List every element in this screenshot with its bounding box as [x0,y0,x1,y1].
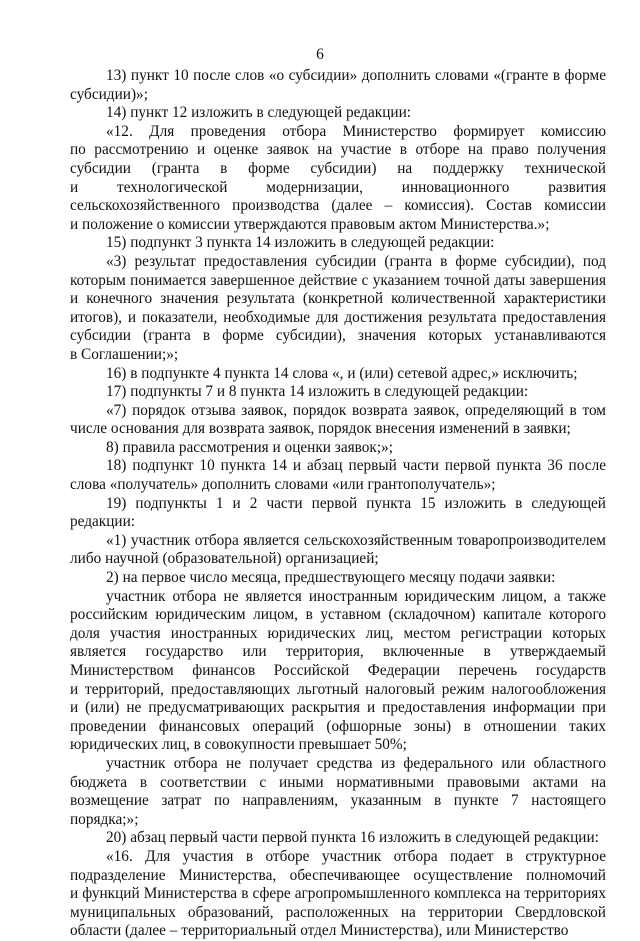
paragraph [70,457,606,494]
text-line: российским юридическим лицом, в уставном (складочном) капитале которого [70,606,606,624]
text-line: и положение о комиссии утверждаются правовым актом Министерства.»; [70,215,550,233]
paragraph [70,123,606,235]
text-line: 18) подпункт 10 пункта 14 и абзац первый части первой пункта 36 после [106,457,606,475]
paragraph [70,439,606,458]
text-line: по рассмотрению и оценке заявок на участие в отборе на право получения [70,141,606,159]
text-line: и территорий, предоставляющих льготный налоговый режим налогообложения [70,680,606,698]
text-line: юридических лиц, в совокупности превышает 50%; [70,736,407,754]
text-line: и технологической модернизации, инновационного развития [70,178,606,196]
paragraph [70,848,606,941]
text-line: субсидии)»; [70,85,148,103]
text-line: «7) порядок отзыва заявок, порядок возврата заявок, определяющий в том [106,401,606,419]
text-line: «12. Для проведения отбора Министерство формирует комиссию [106,122,606,140]
text-line: участник отбора не является иностранным юридическим лицом, а также [106,587,606,605]
text-line: субсидии (гранта в форме субсидии), значения которых устанавливаются [70,327,606,345]
text-line: участник отбора не получает средства из федерального или областного [106,754,606,772]
paragraph [70,67,606,104]
paragraph [70,588,606,755]
text-line: которым понимается завершенное действие с указанием точной даты завершения [70,271,606,289]
text-line: области (далее – территориальный отдел Министерства), или Министерство [70,922,569,940]
paragraph [70,253,606,365]
text-line: возмещение затрат по направлениям, указанным в пункте 7 настоящего порядка;»; [70,792,606,828]
text-line: слова «получатель» дополнить словами «или грантополучатель»; [70,476,496,494]
text-line: и (или) не предусматривающих раскрытия и предоставления информации при [70,699,606,717]
text-line: бюджета в соответствии с иными нормативными правовыми актами на [70,773,606,791]
text-line: сельскохозяйственного производства (далее – комиссия). Состав комиссии [70,197,606,215]
text-line: либо научной (образовательной) организацией; [70,550,379,568]
text-line: является государство или территория, включенные в утверждаемый [70,643,606,661]
text-line: 15) подпункт 3 пункта 14 изложить в следующей редакции: [106,234,495,252]
paragraph [70,234,606,253]
text-line: 13) пункт 10 после слов «о субсидии» дополнить словами «(гранте в форме [106,67,606,84]
text-line: «16. Для участия в отборе участник отбора подает в структурное [106,847,606,865]
text-line: 17) подпункты 7 и 8 пункта 14 изложить в следующей редакции: [106,383,529,401]
paragraph [70,402,606,439]
page-number: 6 [316,46,324,63]
text-line: 2) на первое число месяца, предшествующего месяцу подачи заявки: [106,569,556,587]
text-line: и функций Министерства в сфере агропромышленного комплекса на территориях [70,885,606,903]
text-line: субсидии (гранта в форме субсидии) на поддержку технической [70,159,606,177]
text-line: доля участия иностранных юридических лиц, местом регистрации которых [70,624,606,642]
text-line: 8) правила рассмотрения и оценки заявок;»; [106,438,394,456]
text-line: 19) подпункты 1 и 2 части первой пункта 15 изложить в следующей [106,494,606,512]
paragraph [70,755,606,829]
text-line: 16) в подпункте 4 пункта 14 слова «, и (или) сетевой адрес,» исключить; [106,364,578,382]
paragraph [70,532,606,569]
text-line: «1) участник отбора является сельскохозяйственным товаропроизводителем [106,531,606,549]
paragraph [70,569,606,588]
document-body [70,67,606,941]
text-line: редакции: [70,513,136,531]
paragraph [70,104,606,123]
text-line: 14) пункт 12 изложить в следующей редакции: [106,104,412,122]
text-line: муниципальных образований, расположенных на территории Свердловской [70,903,606,921]
paragraph [70,365,606,384]
paragraph [70,495,606,532]
text-line: «3) результат предоставления субсидии (гранта в форме субсидии), под [106,252,606,270]
text-line: подразделение Министерства, обеспечивающее осуществление полномочий [70,866,606,884]
text-line: итогов), и показатели, необходимые для достижения результата предоставления [70,308,606,326]
text-line: проведении финансовых операций (офшорные зоны) в отношении таких [70,717,606,735]
text-line: Министерством финансов Российской Федерации перечень государств [70,662,606,679]
text-line: и конечного значения результата (конкретной количественной характеристики [70,290,606,308]
paragraph [70,383,606,402]
text-line: числе основания для возврата заявок, порядок внесения изменений в заявки; [70,420,571,438]
text-line: 20) абзац первый части первой пункта 16 изложить в следующей редакции: [106,829,599,847]
text-line: в Соглашении;»; [70,345,179,363]
paragraph [70,829,606,848]
